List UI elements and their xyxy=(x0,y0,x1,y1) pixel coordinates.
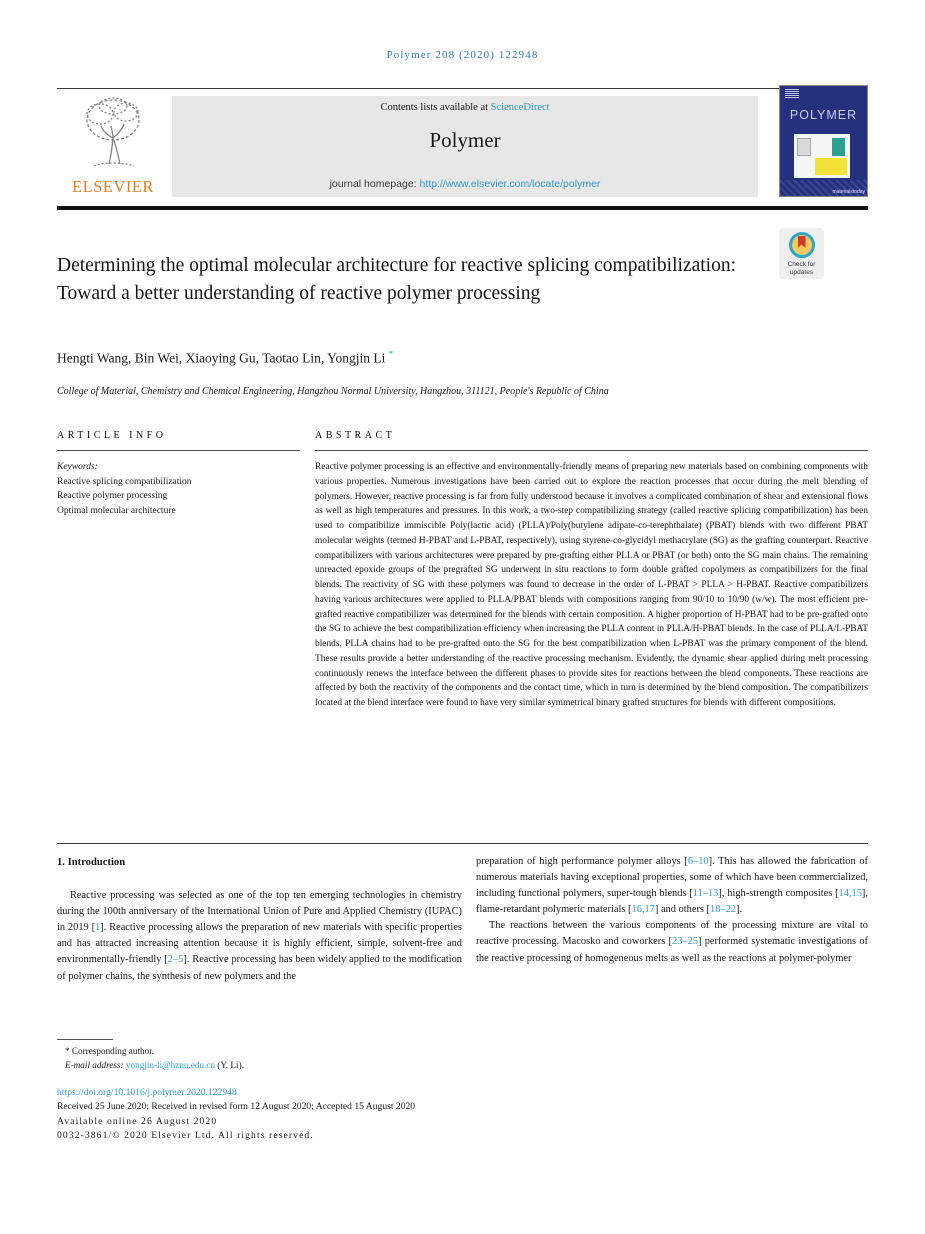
info-abstract-section xyxy=(57,430,868,711)
journal-title: Polymer xyxy=(429,128,501,152)
abstract-text: Reactive polymer processing is an effective and environmentally-friendly means of preparing new materials based on combining components with various properties. Numerous investigations have been carried out to explore the reaction processes that occur during the melt blending of polymers. However, reactive processing is far from fully understood because it involves a complicated combination of shear and extensional flows as well as high temperatures and pressures. In this work, a two-step compatibilizing strategy (called reactive splicing compatibilization) has been used to compatibilize immiscible Poly(lactic acid) (PLLA)/Poly(butylene adipate-co-terephthalate) (PBAT) blends with two different PBAT molecular weights (termed H-PBAT and L-PBAT, respectively), using styrene-co-glycidyl methacrylate (SG) as the grafting counterpart. Reactive compatibilizers with various architectures were prepared by pre-grafting either PLLA or PBAT (or both) onto the SG main chains. The remaining unreacted epoxide groups of the pregrafted SG underwent in situ reactions to form double grafted copolymers as compatibilizers for the final blends. The reactivity of SG with these polymers was found to decrease in the order of L-PBAT > PLLA > H-PBAT. Reactive compatibilizers having various architectures were applied to PLLA/PBAT blends with compositions ranging from 90/10 to 10/90 (w/w). The most efficient pre-grafted reactive compatibilizer was determined for the blends with certain composition. A higher proportion of H-PBAT had to be pre-grafted onto the SG to achieve the best compatibilization efficiency when increasing the PLLA content in PLLA/H-PBAT blends. In the case of PLLA/L-PBAT blends, PLLA chains had to be pre-grafted onto the SG for the best compatibilization when L-PBAT was the primary component of the blend. These results provide a better understanding of the reactive processing mechanism. Evidently, the dynamic shear applied during melt processing continuously renews the interface between the different phases to provide sites for reactions between the blend components. These reactions are affected by both the reactivity of the components and the contact time, which in turn is determined by the blend composition. The compatibilizers located at the blend interface were found to have very similar symmetrical binary grafted structures for blends with different compositions. xyxy=(315,462,868,708)
body-columns xyxy=(57,854,868,985)
check-updates-label xyxy=(779,261,824,276)
keywords-label: Keywords: xyxy=(57,462,98,472)
received-line: Received 25 June 2020; Received in revised form 12 August 2020; Accepted 15 August 2020 xyxy=(57,1101,416,1113)
keywords-block xyxy=(57,460,300,518)
authors-line xyxy=(57,349,393,367)
email-suffix: (Y. Li). xyxy=(215,1060,244,1071)
cover-title: POLYMER xyxy=(789,108,858,122)
sciencedirect-link[interactable]: ScienceDirect xyxy=(490,102,550,113)
email-label: E-mail address: xyxy=(65,1060,124,1071)
bookmark-icon xyxy=(798,236,806,248)
article-info-heading: ARTICLE INFO xyxy=(57,430,300,451)
keyword-item: Optimal molecular architecture xyxy=(57,505,176,516)
homepage-link[interactable]: http://www.elsevier.com/locate/polymer xyxy=(419,178,601,190)
journal-cover xyxy=(779,85,868,197)
body-paragraph: preparation of high performance polymer alloys [6–10]. This has allowed the fabrication of numerous materials having exceptional properties, some of which have been commercialized, including functional polymers, super-tough blends [11–13], high-strength composites [14,15], flame-retardant polymeric materials [16,17] and others [18–22]. xyxy=(476,856,868,916)
intro-paragraph: Reactive processing was selected as one of the top ten emerging technologies in chemistry during the 100th anniversary of the International Union of Pure and Applied Chemistry (IUPAC) in 2019 [1]. Reactive processing allows the preparation of new materials with specific properties and has attracted increasing attention because it is highly efficient, simple, solvent-free and environmentally-friendly [2–5]. Reactive processing has been widely applied to the modification of polymer chains, the synthesis of new polymers and the xyxy=(57,890,462,982)
contents-line xyxy=(172,102,758,113)
intro-heading: 1. Introduction xyxy=(57,857,126,868)
check-updates-badge[interactable] xyxy=(779,228,824,279)
check-updates-label-line2: updates xyxy=(789,268,814,276)
affiliation: College of Material, Chemistry and Chemical Engineering, Hangzhou Normal University, Hangzhou, 311121, People's Republic of China xyxy=(57,386,609,397)
elsevier-wordmark: ELSEVIER xyxy=(72,177,154,196)
corresponding-author-mark[interactable]: * xyxy=(388,349,394,359)
body-paragraph: The reactions between the various components of the processing mixture are vital to reactive processing. Macosko and coworkers [23–25] performed systematic investigations of the reactive processing of homogeneous melts as well as the reactions at polymer-polymer xyxy=(476,920,868,964)
check-updates-icon xyxy=(789,232,815,258)
header-banner xyxy=(172,96,758,197)
body-right-column xyxy=(476,854,868,985)
cover-art-panel-gray xyxy=(797,138,811,156)
corresponding-author-note xyxy=(57,1044,244,1058)
homepage-line xyxy=(172,178,758,190)
article-title: Determining the optimal molecular architecture for reactive splicing compatibilization: Toward a better understanding of reactive polymer processing xyxy=(57,255,736,304)
top-rule xyxy=(57,88,868,89)
abstract-heading: ABSTRACT xyxy=(315,430,868,451)
thick-rule xyxy=(57,206,868,210)
keyword-item: Reactive splicing compatibilization xyxy=(57,476,192,487)
doi-link[interactable]: https://doi.org/10.1016/j.polymer.2020.122948 xyxy=(57,1087,237,1098)
footer-block xyxy=(57,1086,868,1144)
masthead-citation: Polymer 208 (2020) 122948 xyxy=(386,49,539,61)
copyright-line: 0032-3861/© 2020 Elsevier Ltd. All rights reserved. xyxy=(57,1130,314,1142)
footnote-text: Corresponding author. xyxy=(69,1046,155,1056)
cover-masthead-art xyxy=(785,89,799,99)
email-line xyxy=(57,1058,244,1072)
body-left-column xyxy=(57,854,462,985)
available-online-line: Available online 26 August 2020 xyxy=(57,1115,218,1127)
keyword-item: Reactive polymer processing xyxy=(57,491,168,501)
cover-art-panel-teal xyxy=(832,138,845,156)
footnote-mark: * xyxy=(65,1046,70,1056)
contents-prefix: Contents lists available at xyxy=(380,102,491,113)
abstract-column xyxy=(315,430,868,711)
footnote-rule xyxy=(57,1039,113,1040)
cover-art xyxy=(794,134,850,178)
elsevier-logo xyxy=(57,94,169,200)
footnote-block xyxy=(57,1044,244,1072)
homepage-prefix: journal homepage: xyxy=(329,178,420,190)
article-info-column xyxy=(57,430,300,711)
check-updates-label-line1: Check for xyxy=(787,261,816,268)
elsevier-tree-icon xyxy=(57,94,169,176)
cover-art-panel-yellow xyxy=(815,158,847,175)
cover-brand: materialstoday xyxy=(832,189,865,195)
email-link[interactable]: yongjin-li@hznu.edu.cn xyxy=(125,1060,215,1071)
author-names: Hengti Wang, Bin Wei, Xiaoying Gu, Taotao Lin, Yongjin Li xyxy=(57,350,386,366)
section-rule xyxy=(57,843,868,844)
